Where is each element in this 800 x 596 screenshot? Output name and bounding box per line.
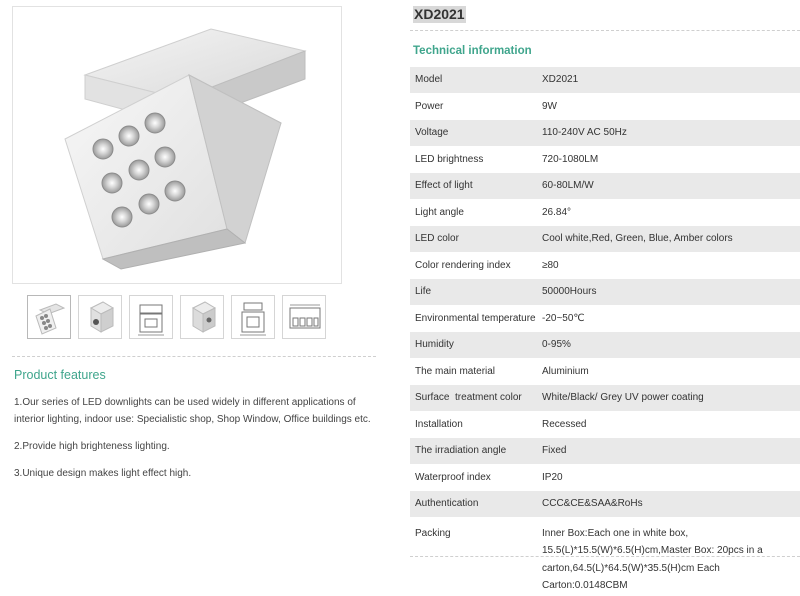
spec-label: LED color xyxy=(410,226,538,253)
spec-row-voltage xyxy=(410,120,800,147)
thumbnail-6[interactable] xyxy=(282,295,326,339)
features-divider xyxy=(12,356,376,357)
product-photo-icon xyxy=(13,7,343,285)
spec-row-light-angle xyxy=(410,199,800,226)
title-divider xyxy=(410,30,800,31)
spec-value: 0-95% xyxy=(538,332,800,359)
spec-value: 110-240V AC 50Hz xyxy=(538,120,800,147)
spec-value: Aluminium xyxy=(538,358,800,385)
features-title: Product features xyxy=(14,368,106,382)
spec-label: Authentication xyxy=(410,491,538,518)
spec-label: Environmental temperature xyxy=(410,305,538,332)
spec-value: 26.84° xyxy=(538,199,800,226)
feature-item-3: 3.Unique design makes light effect high. xyxy=(14,468,192,479)
spec-row-power xyxy=(410,93,800,120)
spec-row-led-brightness xyxy=(410,146,800,173)
drawing-front-view-icon xyxy=(232,296,276,340)
spec-row-waterproof-index xyxy=(410,464,800,491)
spec-row-authentication xyxy=(410,491,800,518)
spec-label: Life xyxy=(410,279,538,306)
spec-row-surface-treatment-color xyxy=(410,385,800,412)
product-photo-angled-icon xyxy=(28,296,72,340)
feature-item-2: 2.Provide high brighteness lighting. xyxy=(14,441,170,452)
spec-label: Surface treatment color xyxy=(410,385,538,412)
spec-row-irradiation-angle xyxy=(410,438,800,465)
spec-label: Voltage xyxy=(410,120,538,147)
spec-row-humidity xyxy=(410,332,800,359)
spec-value: Inner Box:Each one in white box, 15.5(L)*15.5(W)*6.5(H)cm,Master Box: 20pcs in a carton,64.5(L)*64.5(W)*35.5(H)cm Each Carton:0.0148CBM xyxy=(538,517,800,595)
spec-row-color-rendering-index xyxy=(410,252,800,279)
thumbnail-2[interactable] xyxy=(78,295,122,339)
spec-value: ≥80 xyxy=(538,252,800,279)
spec-value: 720-1080LM xyxy=(538,146,800,173)
spec-row-environmental-temperature xyxy=(410,305,800,332)
features-list xyxy=(14,394,384,492)
spec-value: XD2021 xyxy=(538,67,800,93)
spec-label: Color rendering index xyxy=(410,252,538,279)
spec-label: Waterproof index xyxy=(410,464,538,491)
spec-row-life xyxy=(410,279,800,306)
spec-value: Fixed xyxy=(538,438,800,465)
spec-row-model xyxy=(410,67,800,93)
product-photo-front-icon xyxy=(79,296,123,340)
spec-label: Light angle xyxy=(410,199,538,226)
spec-value: CCC&CE&SAA&RoHs xyxy=(538,491,800,518)
spec-label: LED brightness xyxy=(410,146,538,173)
spec-label: Power xyxy=(410,93,538,120)
spec-row-installation xyxy=(410,411,800,438)
spec-row-effect-of-light xyxy=(410,173,800,200)
thumbnail-4[interactable] xyxy=(180,295,224,339)
spec-value: White/Black/ Grey UV power coating xyxy=(538,385,800,412)
technical-info-title: Technical information xyxy=(413,45,532,57)
spec-value: Cool white,Red, Green, Blue, Amber colors xyxy=(538,226,800,253)
feature-item-1: 1.Our series of LED downlights can be used widely in different applications of interior lighting, indoor use: Specialistic shop, Shop Window, Office buildings etc. xyxy=(14,397,371,425)
spec-label: Packing xyxy=(410,517,538,595)
table-bottom-divider xyxy=(410,556,800,557)
spec-value: 50000Hours xyxy=(538,279,800,306)
drawing-carton-view-icon xyxy=(283,296,327,340)
spec-value: Recessed xyxy=(538,411,800,438)
thumbnail-5[interactable] xyxy=(231,295,275,339)
drawing-top-view-icon xyxy=(130,296,174,340)
product-model-title: XD2021 xyxy=(414,6,465,22)
spec-table xyxy=(410,67,800,596)
spec-label: Humidity xyxy=(410,332,538,359)
spec-label: Installation xyxy=(410,411,538,438)
spec-value: IP20 xyxy=(538,464,800,491)
drawing-side-view-icon xyxy=(181,296,225,340)
spec-label: Effect of light xyxy=(410,173,538,200)
spec-value: 60-80LM/W xyxy=(538,173,800,200)
thumbnail-3[interactable] xyxy=(129,295,173,339)
spec-label: The irradiation angle xyxy=(410,438,538,465)
spec-label: The main material xyxy=(410,358,538,385)
spec-value: -20~50℃ xyxy=(538,305,800,332)
spec-row-main-material xyxy=(410,358,800,385)
thumbnail-1[interactable] xyxy=(27,295,71,339)
main-product-image xyxy=(12,6,342,284)
spec-row-led-color xyxy=(410,226,800,253)
spec-value: 9W xyxy=(538,93,800,120)
spec-label: Model xyxy=(410,67,538,93)
